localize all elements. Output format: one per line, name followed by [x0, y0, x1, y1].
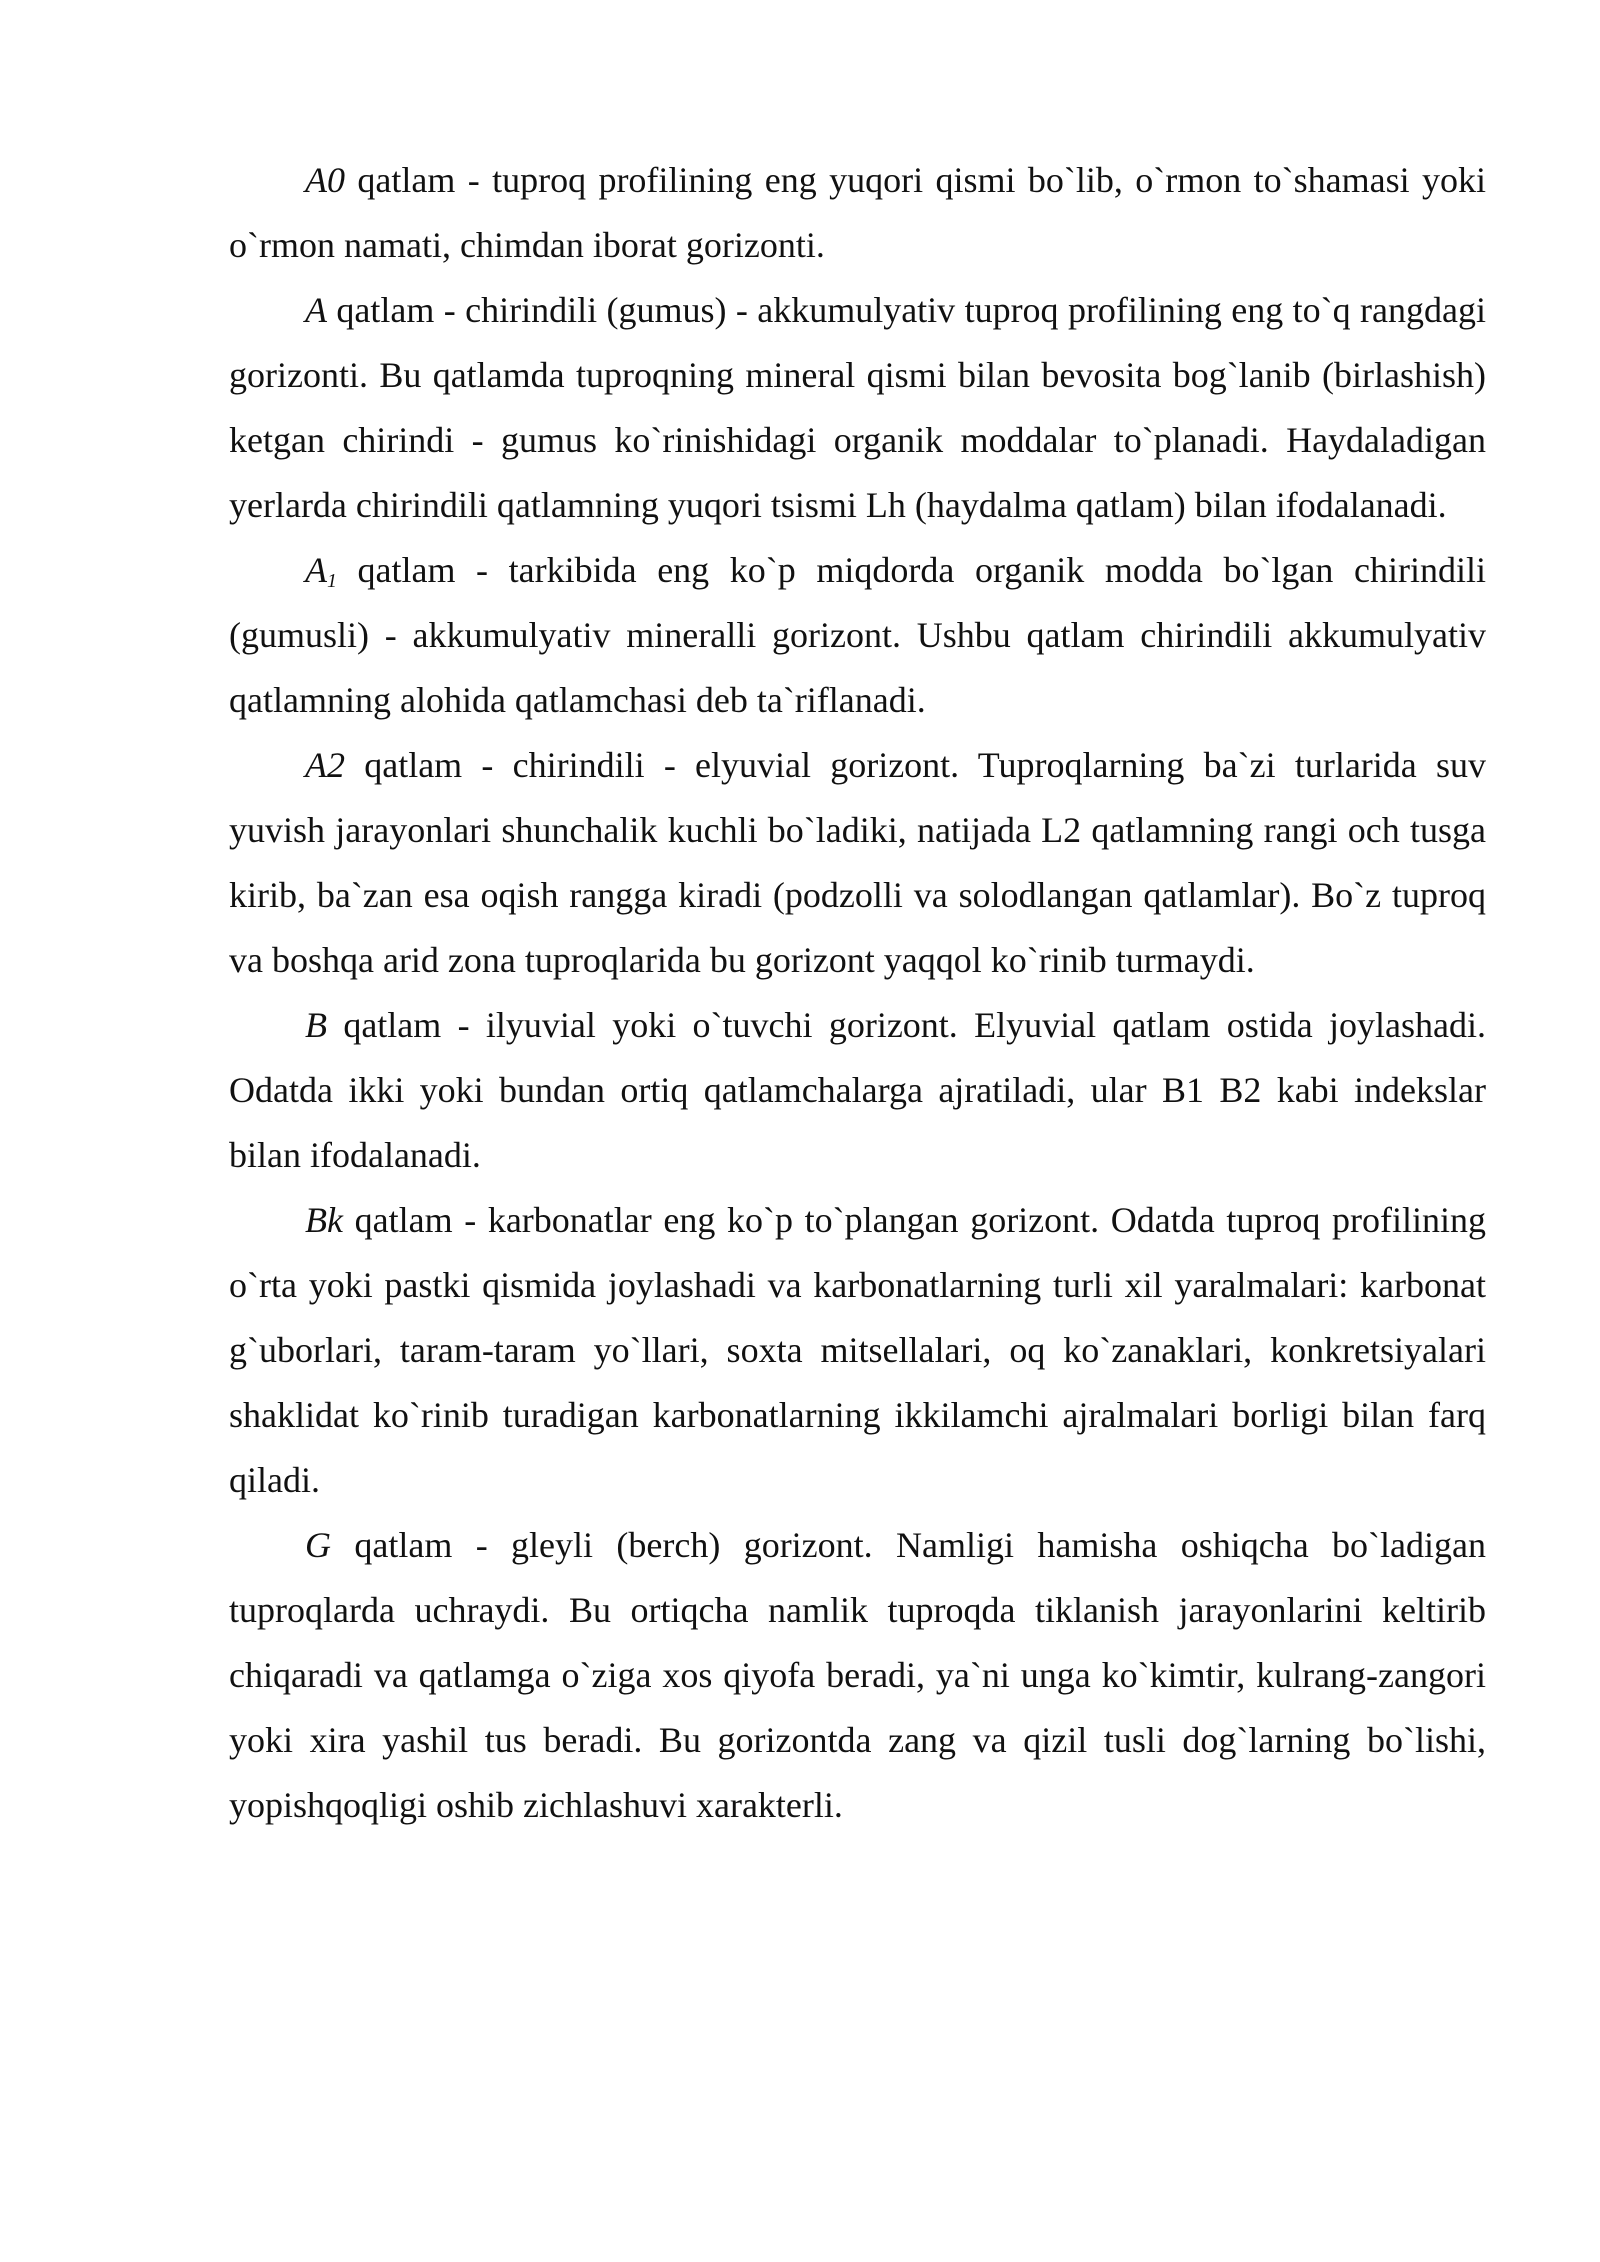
- horizon-label: $A_1$: [305, 550, 337, 592]
- horizon-label: A2: [305, 745, 345, 785]
- paragraph-text: qatlam - gleyli (berch) gorizont. Namligi hamisha oshiqcha bo`ladigan tuproqlarda uchraydi. Bu ortiqcha namlik tuproqda tiklanish jarayonlarini keltirib chiqaradi va qatlamga o`ziga xos qiyofa beradi, ya`ni unga ko`kimtir, kulrang-zangori yoki xira yashil tus beradi. Bu gorizontda zang va qizil tusli dog`larning bo`lishi, yopishqoqligi oshib zichlashuvi xarakterli.: [229, 1525, 1486, 1825]
- paragraph-g: [229, 1513, 1486, 1838]
- paragraph-a2: [229, 733, 1486, 993]
- paragraph-text: qatlam - chirindili (gumus) - akkumulyativ tuproq profilining eng to`q rangdagi gorizonti. Bu qatlamda tuproqning mineral qismi bilan bevosita bog`lanib (birlashish) ketgan chirindi - gumus ko`rinishidagi organik moddalar to`planadi. Haydaladigan yerlarda chirindili qatlamning yuqori tsismi Lh (haydalma qatlam) bilan ifodalanadi.: [229, 290, 1486, 525]
- horizon-label: B: [305, 1005, 327, 1045]
- paragraph-a: [229, 278, 1486, 538]
- paragraph-text: qatlam - tuproq profilining eng yuqori qismi bo`lib, o`rmon to`shamasi yoki o`rmon namati, chimdan iborat gorizonti.: [229, 160, 1486, 265]
- paragraph-a1: [229, 538, 1486, 733]
- paragraph-a0: [229, 148, 1486, 278]
- paragraph-text: qatlam - ilyuvial yoki o`tuvchi gorizont. Elyuvial qatlam ostida joylashadi. Odatda ikki yoki bundan ortiq qatlamchalarga ajratiladi, ular B1 B2 kabi indekslar bilan ifodalanadi.: [229, 1005, 1486, 1175]
- horizon-label: A: [305, 290, 327, 330]
- paragraph-bk: [229, 1188, 1486, 1513]
- horizon-label: A0: [305, 160, 345, 200]
- paragraph-b: [229, 993, 1486, 1188]
- horizon-label: Bk: [305, 1200, 343, 1240]
- paragraph-text: qatlam - karbonatlar eng ko`p to`plangan gorizont. Odatda tuproq profilining o`rta yoki pastki qismida joylashadi va karbonatlarning turli xil yaralmalari: karbonat g`uborlari, taram-taram yo`llari, soxta mitsellalari, oq ko`zanaklari, konkretsiyalari shaklidat ko`rinib turadigan karbonatlarning ikkilamchi ajralmalari borligi bilan farq qiladi.: [229, 1200, 1486, 1500]
- horizon-label: G: [305, 1525, 331, 1565]
- paragraph-text: qatlam - tarkibida eng ko`p miqdorda organik modda bo`lgan chirindili (gumusli) - akkumulyativ mineralli gorizont. Ushbu qatlam chirindili akkumulyativ qatlamning alohida qatlamchasi deb ta`riflanadi.: [229, 550, 1486, 720]
- paragraph-text: qatlam - chirindili - elyuvial gorizont. Tuproqlarning ba`zi turlarida suv yuvish jarayonlari shunchalik kuchli bo`ladiki, natijada L2 qatlamning rangi och tusga kirib, ba`zan esa oqish rangga kiradi (podzolli va solodlangan qatlamlar). Bo`z tuproq va boshqa arid zona tuproqlarida bu gorizont yaqqol ko`rinib turmaydi.: [229, 745, 1486, 980]
- document-body: [229, 148, 1486, 1838]
